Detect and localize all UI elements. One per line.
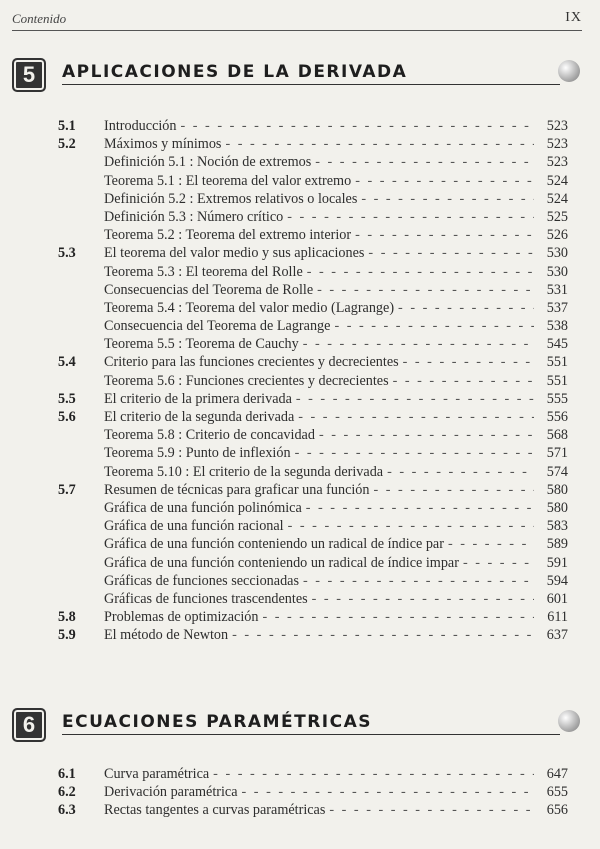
toc-entry[interactable] bbox=[58, 500, 568, 518]
section-number: 5.9 bbox=[58, 627, 76, 644]
dot-leader bbox=[181, 118, 535, 135]
toc-entry[interactable] bbox=[58, 300, 568, 318]
section-number: 5.4 bbox=[58, 354, 76, 371]
entry-title: Teorema 5.5 : Teorema de Cauchy bbox=[104, 336, 299, 353]
page-number: 524 bbox=[546, 172, 568, 189]
entry-title: Gráficas de funciones trascendentes bbox=[104, 590, 308, 607]
entry-title: Teorema 5.10 : El criterio de la segunda derivada bbox=[104, 463, 384, 480]
page-number: 556 bbox=[546, 409, 568, 425]
entry-title: Rectas tangentes a curvas paramétricas bbox=[104, 802, 326, 819]
page-number: 647 bbox=[546, 766, 568, 782]
page-number: 545 bbox=[546, 336, 568, 353]
toc-entry[interactable] bbox=[58, 136, 568, 154]
toc-entry[interactable] bbox=[58, 591, 568, 609]
page-number: 524 bbox=[546, 190, 568, 207]
entry-title: Derivación paramétrica bbox=[104, 784, 238, 801]
globe-icon bbox=[558, 60, 580, 82]
toc-entry[interactable] bbox=[58, 536, 568, 554]
dot-leader bbox=[307, 264, 534, 281]
section-number: 5.7 bbox=[58, 481, 76, 498]
chapter-6 bbox=[12, 708, 580, 744]
toc-entry[interactable] bbox=[58, 245, 568, 263]
page-number: 551 bbox=[546, 354, 568, 371]
entry-title: Teorema 5.4 : Teorema del valor medio (Lagrange) bbox=[104, 299, 395, 316]
entry-title: El criterio de la segunda derivada bbox=[104, 409, 295, 425]
section-number: 6.1 bbox=[58, 766, 76, 782]
section-number: 6.2 bbox=[58, 784, 76, 801]
entry-title: Consecuencia del Teorema de Lagrange bbox=[104, 318, 331, 335]
toc-entry[interactable] bbox=[58, 573, 568, 591]
entry-title: Gráfica de una función racional bbox=[104, 518, 284, 535]
entry-title: Consecuencias del Teorema de Rolle bbox=[104, 281, 314, 298]
dot-leader bbox=[398, 300, 534, 317]
dot-leader bbox=[213, 766, 534, 783]
dot-leader bbox=[319, 427, 534, 444]
page-number: 591 bbox=[546, 554, 568, 571]
page-number: 523 bbox=[546, 136, 568, 153]
entry-title: Teorema 5.1 : El teorema del valor extremo bbox=[104, 172, 352, 189]
globe-icon bbox=[558, 710, 580, 732]
chapter-number-badge: 5 bbox=[12, 58, 46, 92]
page-number: 571 bbox=[546, 445, 568, 462]
page-number: 531 bbox=[546, 281, 568, 298]
dot-leader bbox=[295, 445, 534, 462]
dot-leader bbox=[312, 591, 534, 608]
dot-leader bbox=[303, 573, 534, 590]
dot-leader bbox=[403, 354, 534, 371]
dot-leader bbox=[306, 500, 534, 517]
entry-title: Resumen de técnicas para graficar una función bbox=[104, 481, 370, 498]
entry-title: Teorema 5.9 : Punto de inflexión bbox=[104, 445, 291, 462]
toc-entry[interactable] bbox=[58, 373, 568, 391]
section-number: 5.5 bbox=[58, 390, 76, 407]
entry-title: Introducción bbox=[104, 118, 177, 134]
page-number: 656 bbox=[546, 802, 568, 819]
section-number: 5.1 bbox=[58, 118, 76, 134]
page-number: 530 bbox=[546, 245, 568, 262]
entry-title: El método de Newton bbox=[104, 627, 229, 644]
entry-title: Definición 5.1 : Noción de extremos bbox=[104, 154, 312, 171]
chapter-number-badge: 6 bbox=[12, 708, 46, 742]
entry-title: El teorema del valor medio y sus aplicaciones bbox=[104, 245, 365, 262]
toc-entry[interactable] bbox=[58, 555, 568, 573]
dot-leader bbox=[296, 391, 534, 408]
section-number: 5.2 bbox=[58, 136, 76, 153]
toc-entry[interactable] bbox=[58, 784, 568, 802]
entry-title: Gráfica de una función conteniendo un radical de índice impar bbox=[104, 554, 459, 571]
running-header bbox=[12, 8, 582, 31]
chapter-5-toc bbox=[58, 118, 568, 645]
entry-title: Criterio para las funciones crecientes y decrecientes bbox=[104, 354, 399, 371]
page-number: 525 bbox=[546, 208, 568, 225]
toc-entry[interactable] bbox=[58, 409, 568, 427]
dot-leader bbox=[232, 627, 534, 644]
chapter-6-toc bbox=[58, 766, 568, 821]
toc-entry[interactable] bbox=[58, 627, 568, 645]
section-number: 5.8 bbox=[58, 609, 76, 626]
entry-title: Gráficas de funciones seccionadas bbox=[104, 572, 299, 589]
page-number: 538 bbox=[546, 318, 568, 335]
page-number: 580 bbox=[546, 481, 568, 498]
toc-entry[interactable] bbox=[58, 802, 568, 820]
toc-entry[interactable] bbox=[58, 445, 568, 463]
section-number: 6.3 bbox=[58, 802, 76, 819]
dot-leader bbox=[374, 482, 535, 499]
toc-entry[interactable] bbox=[58, 191, 568, 209]
toc-entry[interactable] bbox=[58, 318, 568, 336]
section-number: 5.6 bbox=[58, 409, 76, 425]
dot-leader bbox=[315, 154, 534, 171]
chapter-heading bbox=[12, 58, 580, 94]
toc-entry[interactable] bbox=[58, 609, 568, 627]
running-header-section: Contenido bbox=[12, 11, 67, 26]
dot-leader bbox=[361, 191, 534, 208]
dot-leader bbox=[242, 784, 534, 801]
toc-entry[interactable] bbox=[58, 482, 568, 500]
entry-title: Gráfica de una función conteniendo un radical de índice par bbox=[104, 536, 444, 553]
toc-entry[interactable] bbox=[58, 173, 568, 191]
entry-title: Teorema 5.3 : El teorema del Rolle bbox=[104, 263, 303, 280]
page-number: 523 bbox=[546, 118, 568, 134]
page-number: 594 bbox=[546, 572, 568, 589]
entry-title: Teorema 5.8 : Criterio de concavidad bbox=[104, 427, 315, 444]
toc-entry[interactable] bbox=[58, 464, 568, 482]
toc-entry[interactable] bbox=[58, 427, 568, 445]
chapter-heading bbox=[12, 708, 580, 744]
dot-leader bbox=[317, 282, 534, 299]
dot-leader bbox=[387, 464, 534, 481]
dot-leader bbox=[334, 318, 534, 335]
toc-entry[interactable] bbox=[58, 282, 568, 300]
chapter-title: ECUACIONES PARAMÉTRICAS bbox=[62, 712, 560, 735]
dot-leader bbox=[262, 609, 534, 626]
chapter-title: APLICACIONES DE LA DERIVADA bbox=[62, 62, 560, 85]
entry-title: Máximos y mínimos bbox=[104, 136, 222, 153]
section-number: 5.3 bbox=[58, 245, 76, 262]
page-number: 537 bbox=[546, 299, 568, 316]
page-number: 523 bbox=[546, 154, 568, 171]
page-number: 583 bbox=[546, 518, 568, 535]
dot-leader bbox=[355, 227, 534, 244]
page-number: 530 bbox=[546, 263, 568, 280]
page-number: 551 bbox=[546, 372, 568, 389]
chapter-5 bbox=[12, 58, 580, 94]
toc-entry[interactable] bbox=[58, 227, 568, 245]
dot-leader bbox=[225, 136, 534, 153]
page-number: 611 bbox=[547, 609, 568, 626]
dot-leader bbox=[355, 173, 534, 190]
toc-entry[interactable] bbox=[58, 336, 568, 354]
page-number: 574 bbox=[546, 463, 568, 480]
entry-title: Definición 5.2 : Extremos relativos o locales bbox=[104, 190, 358, 207]
toc-entry[interactable] bbox=[58, 391, 568, 409]
toc-entry[interactable] bbox=[58, 118, 568, 136]
dot-leader bbox=[463, 555, 534, 572]
page-number: 568 bbox=[546, 427, 568, 444]
dot-leader bbox=[448, 536, 534, 553]
dot-leader bbox=[393, 373, 534, 390]
entry-title: Definición 5.3 : Número crítico bbox=[104, 208, 284, 225]
dot-leader bbox=[288, 518, 534, 535]
page-number: 580 bbox=[546, 499, 568, 516]
dot-leader bbox=[368, 245, 534, 262]
entry-title: El criterio de la primera derivada bbox=[104, 390, 292, 407]
toc-entry[interactable] bbox=[58, 518, 568, 536]
running-header-page-number: IX bbox=[565, 10, 582, 25]
entry-title: Curva paramétrica bbox=[104, 766, 210, 782]
dot-leader bbox=[287, 209, 534, 226]
entry-title: Teorema 5.2 : Teorema del extremo interior bbox=[104, 227, 352, 244]
toc-entry[interactable] bbox=[58, 766, 568, 784]
page-number: 555 bbox=[546, 390, 568, 407]
toc-entry[interactable] bbox=[58, 354, 568, 372]
toc-entry[interactable] bbox=[58, 154, 568, 172]
dot-leader bbox=[298, 409, 534, 426]
dot-leader bbox=[303, 336, 534, 353]
entry-title: Gráfica de una función polinómica bbox=[104, 499, 302, 516]
toc-entry[interactable] bbox=[58, 209, 568, 227]
page-number: 589 bbox=[546, 536, 568, 553]
dot-leader bbox=[329, 802, 534, 819]
page-number: 637 bbox=[546, 627, 568, 644]
page-number: 655 bbox=[546, 784, 568, 801]
entry-title: Problemas de optimización bbox=[104, 609, 259, 626]
page-number: 601 bbox=[546, 590, 568, 607]
toc-entry[interactable] bbox=[58, 264, 568, 282]
entry-title: Teorema 5.6 : Funciones crecientes y decrecientes bbox=[104, 372, 389, 389]
page-number: 526 bbox=[546, 227, 568, 244]
